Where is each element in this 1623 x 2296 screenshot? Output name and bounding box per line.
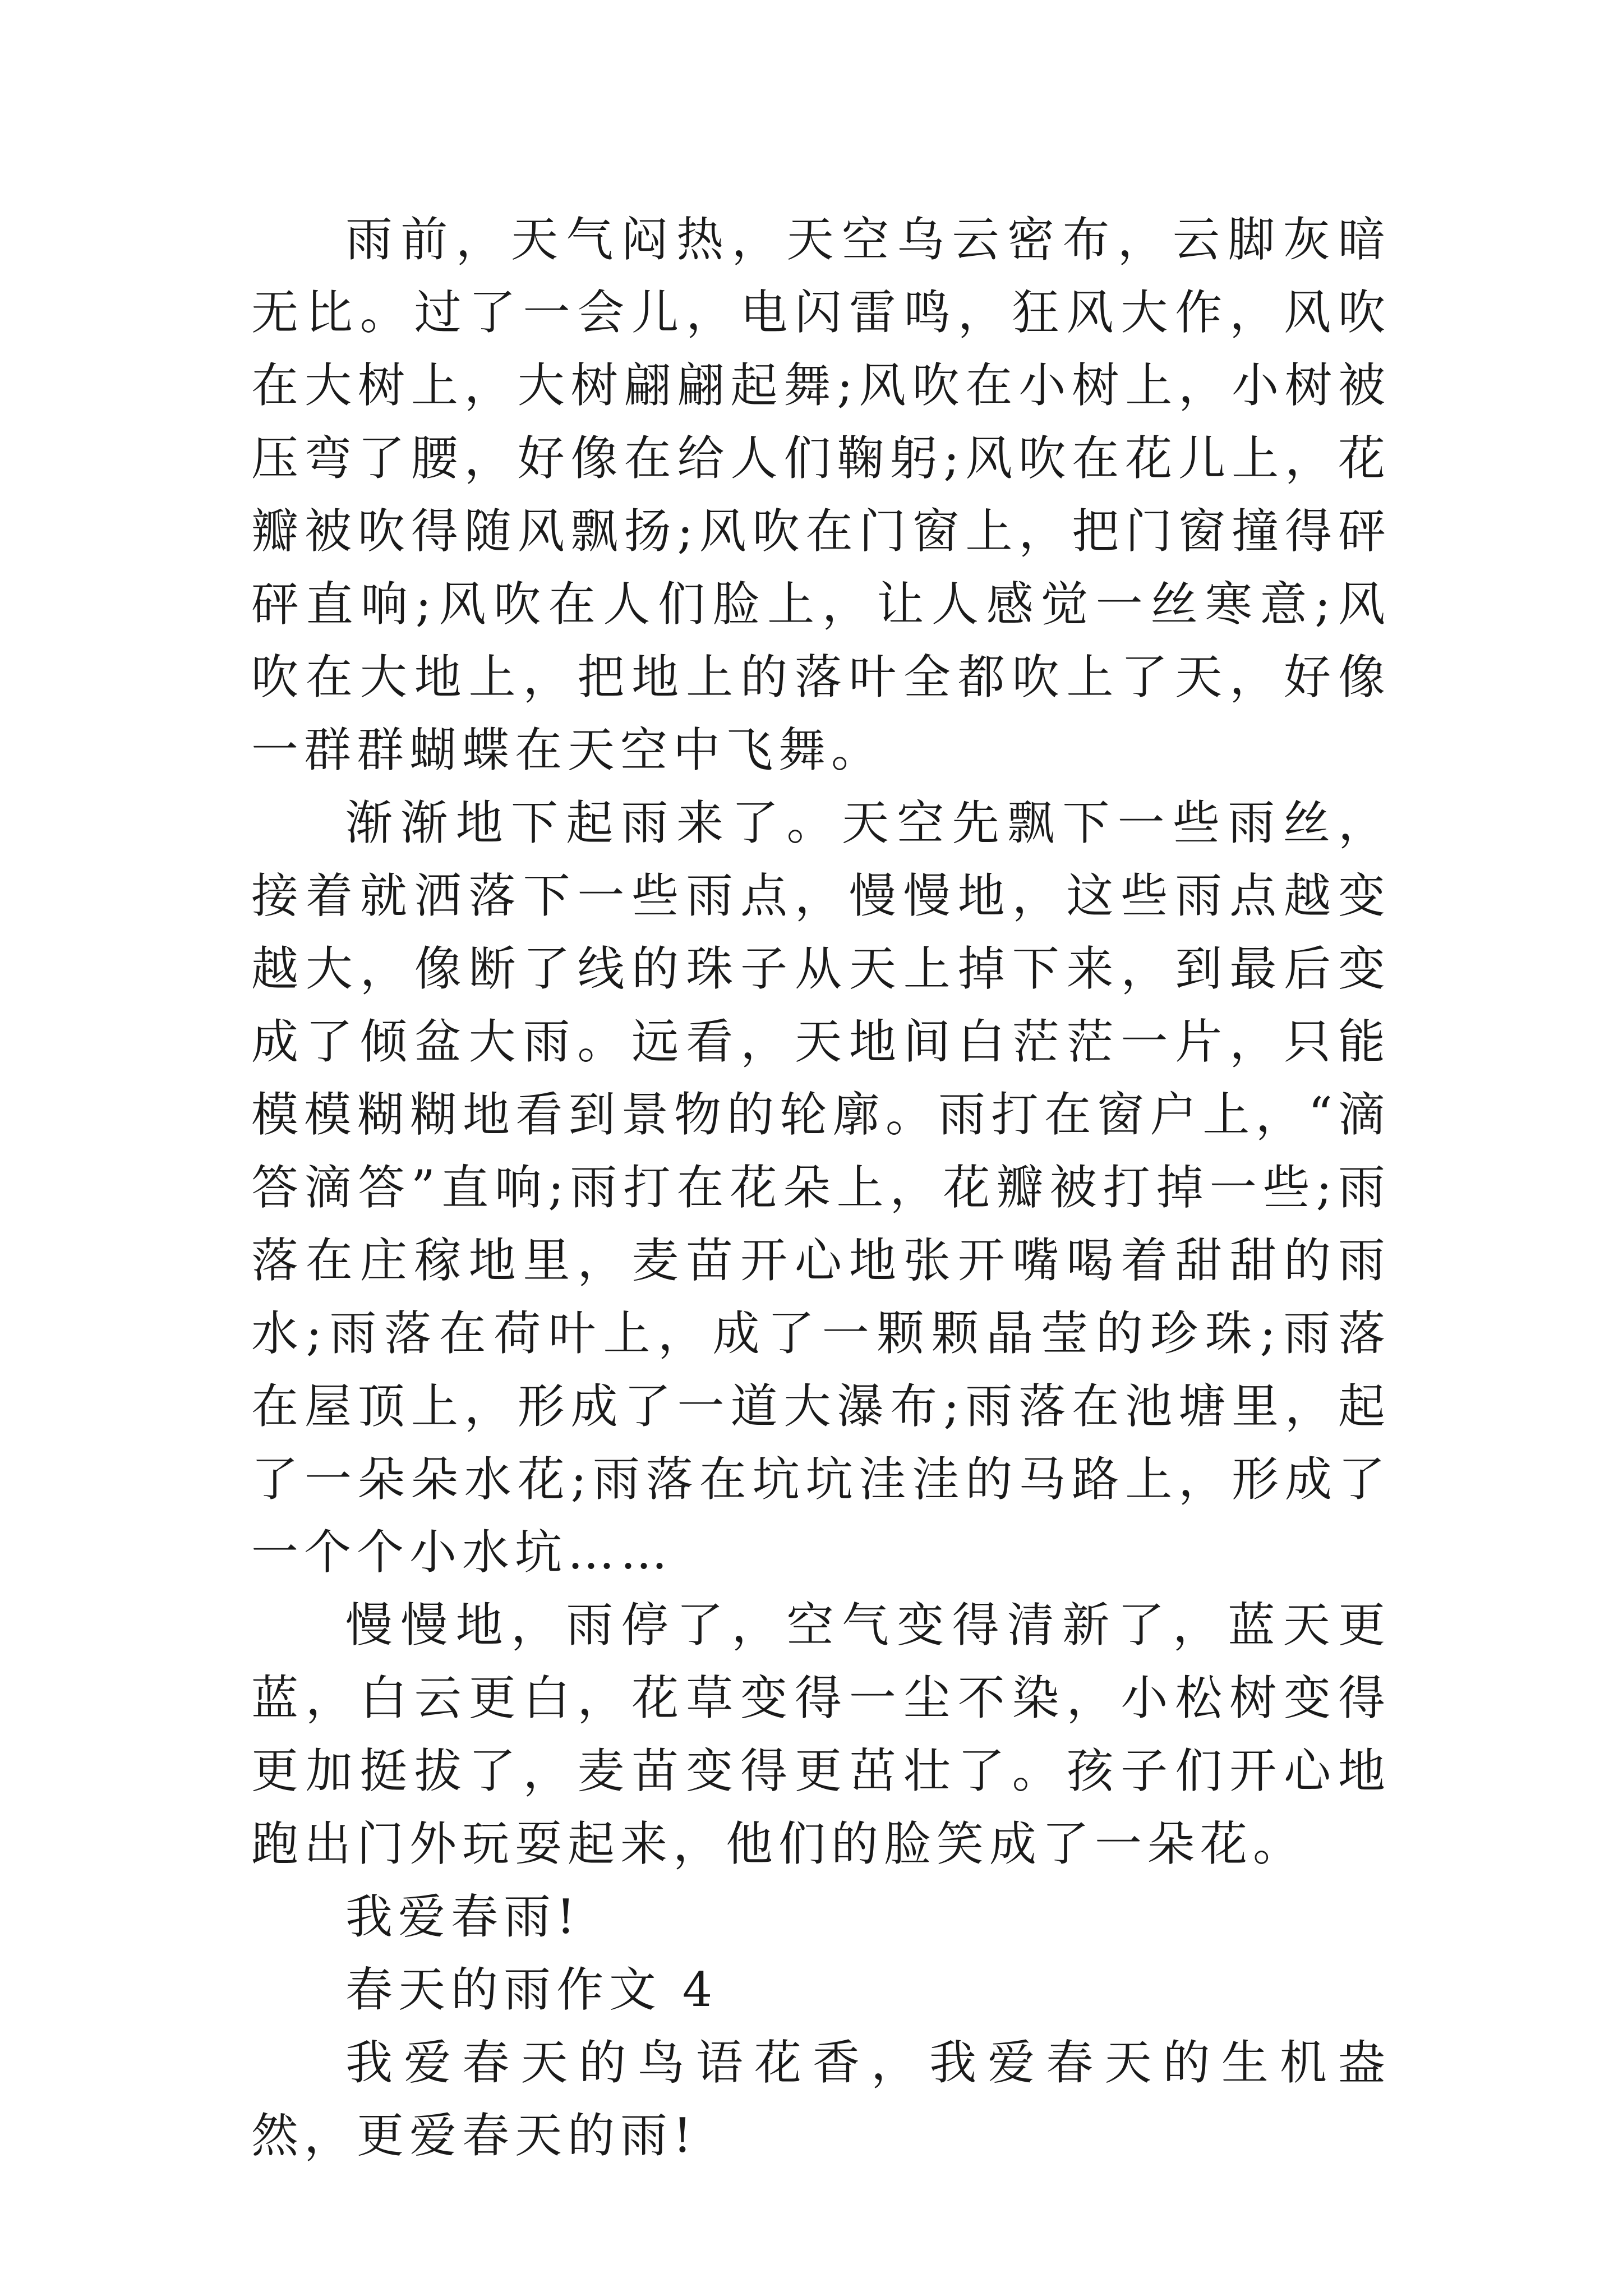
essay-title: 春天的雨作文 4 xyxy=(345,1962,718,2017)
paragraph-raining: 渐渐地下起雨来了。天空先飘下一些雨丝，接着就洒落下一些雨点，慢慢地，这些雨点越变越大，像断了线的珠子从天上掉下来，到最后变成了倾盆大雨。远看，天地间白茫茫一片，只能模模糊糊地看到景物的轮廓。雨打在窗户上，“滴答滴答”直响;雨打在花朵上，花瓣被打掉一些;雨落在庄稼地里，麦苗开心地张开嘴喝着甜甜的雨水;雨落在荷叶上，成了一颗颗晶莹的珍珠;雨落在屋顶上，形成了一道大瀑布;雨落在池塘里，起了一朵朵水花;雨落在坑坑洼洼的马路上，形成了一个个小水坑…… xyxy=(251,795,1391,1580)
paragraph-after-rain: 慢慢地，雨停了，空气变得清新了，蓝天更蓝，白云更白，花草变得一尘不染，小松树变得更加挺拔了，麦苗变得更茁壮了。孩子们开心地跑出门外玩耍起来，他们的脸笑成了一朵花。 xyxy=(251,1598,1391,1871)
paragraph-before-rain: 雨前，天气闷热，天空乌云密布，云脚灰暗无比。过了一会儿，电闪雷鸣，狂风大作，风吹在大树上，大树翩翩起舞;风吹在小树上，小树被压弯了腰，好像在给人们鞠躬;风吹在花儿上，花瓣被吹得随风飘扬;风吹在门窗上，把门窗撞得砰砰直响;风吹在人们脸上，让人感觉一丝寒意;风吹在大地上，把地上的落叶全都吹上了天，好像一群群蝴蝶在天空中飞舞。 xyxy=(251,212,1391,777)
paragraph-essay-4-intro: 我爱春天的鸟语花香，我爱春天的生机盎然，更爱春天的雨! xyxy=(251,2035,1391,2163)
paragraph-love-spring-rain: 我爱春雨! xyxy=(345,1889,581,1944)
document-body xyxy=(251,203,1391,2172)
